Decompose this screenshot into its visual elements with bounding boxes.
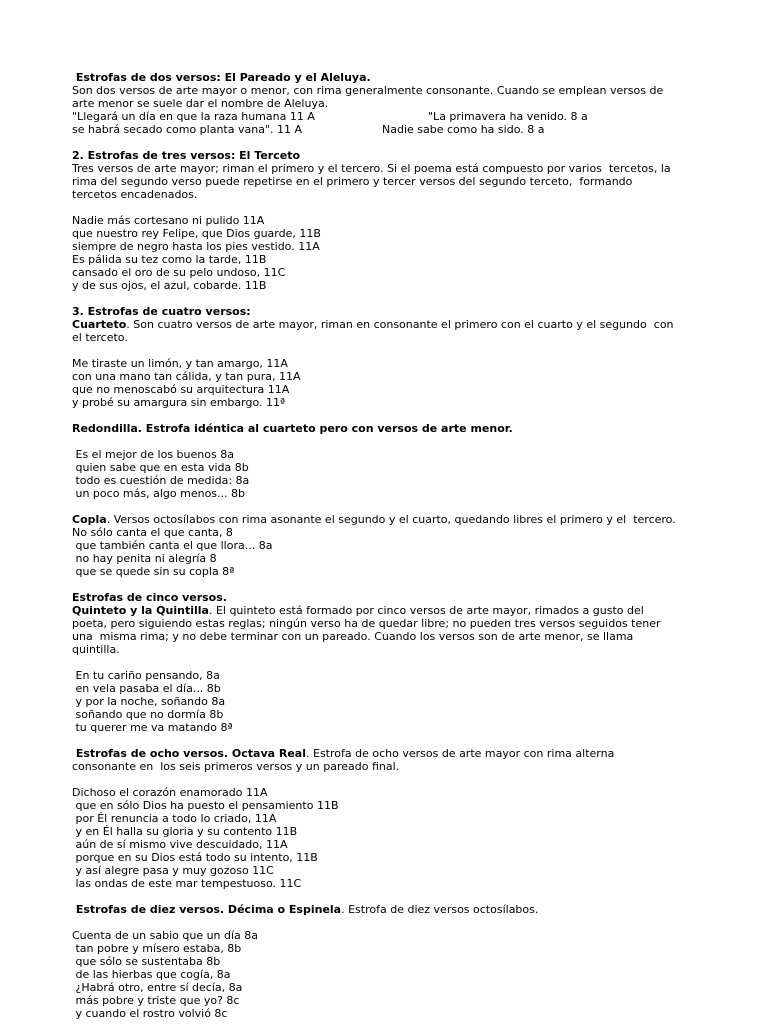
text-line: cansado el oro de su pelo undoso, 11C (72, 266, 286, 279)
text-line: Nadie más cortesano ni pulido 11A (72, 214, 265, 227)
text-line: porque en su Dios está todo su intento, 11B (72, 851, 318, 864)
text-line: por Él renuncia a todo lo criado, 11A (72, 812, 277, 825)
text-line: siempre de negro hasta los pies vestido. 11A (72, 240, 320, 253)
inline-text: . Estrofa de ocho versos de arte mayor con rima alterna (306, 747, 615, 760)
text-line: En tu cariño pensando, 8a (72, 669, 220, 682)
text-line: que en sólo Dios ha puesto el pensamiento 11B (72, 799, 339, 812)
blank-line (72, 500, 702, 513)
text-line: con una mano tan cálida, y tan pura, 11A (72, 370, 301, 383)
inline-text: . Versos octosílabos con rima asonante el segundo y el cuarto, quedando libres el primero y el tercero. (106, 513, 676, 526)
text-line: Es pálida su tez como la tarde, 11B (72, 253, 267, 266)
text-line: y en Él halla su gloria y su contento 11B (72, 825, 298, 838)
heading-text: Redondilla. Estrofa idéntica al cuarteto pero con versos de arte menor. (72, 422, 513, 435)
heading-text: Copla (72, 513, 107, 526)
text-line: y así alegre pasa y muy gozoso 11C (72, 864, 274, 877)
text-line: de las hierbas que cogía, 8a (72, 968, 231, 981)
section-heading (72, 591, 702, 604)
text-line: ¿Habrá otro, entre sí decía, 8a (72, 981, 243, 994)
two-column-verse (72, 123, 702, 136)
text-line: Son dos versos de arte mayor o menor, con rima generalmente consonante. Cuando se emplean versos de (72, 84, 664, 97)
text-line: un poco más, algo menos... 8b (72, 487, 245, 500)
text-line: Es el mejor de los buenos 8a (72, 448, 234, 461)
blank-line (72, 344, 702, 357)
heading-text: Estrofas de dos versos: El Pareado y el Aleluya. (72, 71, 371, 84)
text-line: y cuando el rostro volvió 8c (72, 1007, 228, 1020)
blank-line (72, 292, 702, 305)
text-line: rima del segundo verso puede repetirse en el primero y tercer versos del segundo terceto, formando (72, 175, 633, 188)
blank-line (72, 409, 702, 422)
text-line: tercetos encadenados. (72, 188, 198, 201)
verse-right: "La primavera ha venido. 8 a (428, 110, 588, 123)
text-line: que nuestro rey Felipe, que Dios guarde, 11B (72, 227, 321, 240)
text-line: tan pobre y mísero estaba, 8b (72, 942, 242, 955)
blank-line (72, 773, 702, 786)
blank-line (72, 916, 702, 929)
text-line: quintilla. (72, 643, 120, 656)
blank-line (72, 890, 702, 903)
verse-right: Nadie sabe como ha sido. 8 a (382, 123, 545, 136)
section-heading (72, 604, 702, 617)
text-line: soñando que no dormía 8b (72, 708, 224, 721)
heading-text: Estrofas de ocho versos. Octava Real (72, 747, 306, 760)
text-line: que no menoscabó su arquitectura 11A (72, 383, 290, 396)
heading-text: Estrofas de diez versos. Décima o Espinela (72, 903, 342, 916)
section-heading (72, 318, 702, 331)
text-line: que también canta el que llora... 8a (72, 539, 273, 552)
verse-left: se habrá secado como planta vana". 11 A (72, 123, 303, 136)
heading-text: 3. Estrofas de cuatro versos: (72, 305, 251, 318)
inline-text: . El quinteto está formado por cinco versos de arte mayor, rimados a gusto del (208, 604, 644, 617)
text-line: y de sus ojos, el azul, cobarde. 11B (72, 279, 267, 292)
text-line: más pobre y triste que yo? 8c (72, 994, 240, 1007)
heading-text: 2. Estrofas de tres versos: El Terceto (72, 149, 301, 162)
blank-line (72, 435, 702, 448)
text-line: Dichoso el corazón enamorado 11A (72, 786, 268, 799)
section-heading (72, 747, 702, 760)
text-line: poeta, pero siguiendo estas reglas; ningún verso ha de quedar libre; no pueden tres versos seguidos tener (72, 617, 661, 630)
blank-line (72, 201, 702, 214)
text-line: arte menor se suele dar el nombre de Aleluya. (72, 97, 329, 110)
blank-line (72, 734, 702, 747)
text-line: quien sabe que en esta vida 8b (72, 461, 249, 474)
section-heading (72, 305, 702, 318)
text-line: no hay penita ni alegría 8 (72, 552, 217, 565)
text-line: el terceto. (72, 331, 128, 344)
blank-line (72, 136, 702, 149)
text-line: Tres versos de arte mayor; riman el primero y el tercero. Si el poema está compuesto por varios tercetos, la (72, 162, 671, 175)
text-line: consonante en los seis primeros versos y un pareado final. (72, 760, 400, 773)
blank-line (72, 656, 702, 669)
document-body (72, 71, 702, 1020)
section-heading (72, 422, 702, 435)
blank-line (72, 578, 702, 591)
section-heading (72, 903, 702, 916)
text-line: una misma rima; y no debe terminar con un pareado. Cuando los versos son de arte menor, se llama (72, 630, 634, 643)
text-line: y probé su amargura sin embargo. 11ª (72, 396, 286, 409)
text-line: Me tiraste un limón, y tan amargo, 11A (72, 357, 288, 370)
text-line: No sólo canta el que canta, 8 (72, 526, 233, 539)
heading-text: Quinteto y la Quintilla (72, 604, 209, 617)
text-line: que sólo se sustentaba 8b (72, 955, 221, 968)
text-line: tu querer me va matando 8ª (72, 721, 233, 734)
text-line: aún de sí mismo vive descuidado, 11A (72, 838, 288, 851)
section-heading (72, 149, 702, 162)
text-line: todo es cuestión de medida: 8a (72, 474, 250, 487)
two-column-verse (72, 110, 702, 123)
inline-text: . Estrofa de diez versos octosílabos. (341, 903, 539, 916)
text-line: en vela pasaba el día... 8b (72, 682, 221, 695)
heading-text: Cuarteto (72, 318, 127, 331)
inline-text: . Son cuatro versos de arte mayor, riman en consonante el primero con el cuarto y el segundo con (126, 318, 674, 331)
text-line: Cuenta de un sabio que un día 8a (72, 929, 259, 942)
text-line: que se quede sin su copla 8ª (72, 565, 235, 578)
section-heading (72, 71, 702, 84)
verse-left: "Llegará un día en que la raza humana 11 A (72, 110, 315, 123)
text-line: y por la noche, soñando 8a (72, 695, 226, 708)
heading-text: Estrofas de cinco versos. (72, 591, 227, 604)
section-heading (72, 513, 702, 526)
text-line: las ondas de este mar tempestuoso. 11C (72, 877, 302, 890)
